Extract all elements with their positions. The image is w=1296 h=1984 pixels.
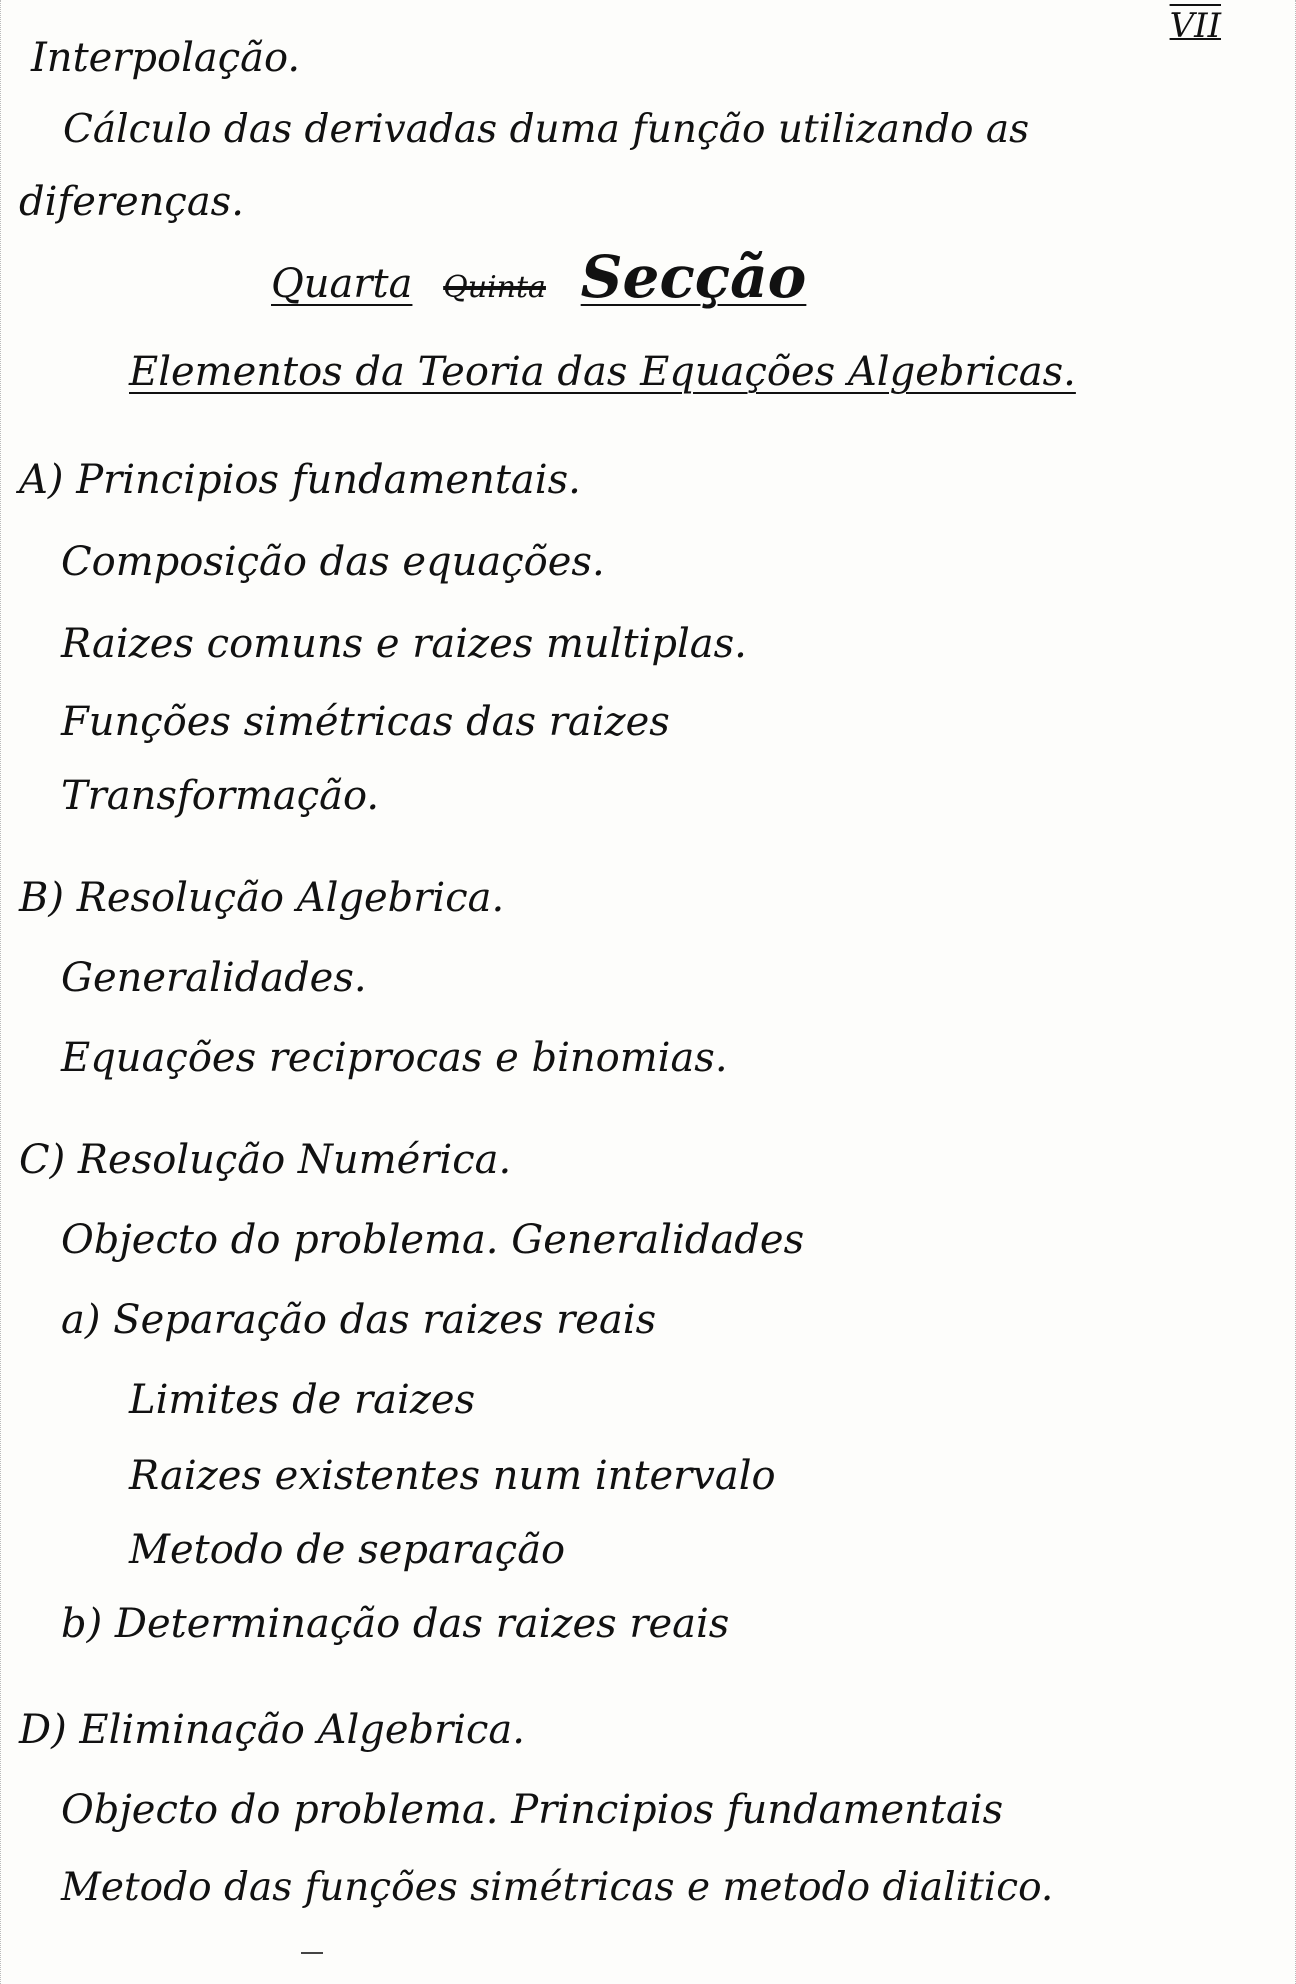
part-a-item-1: Composição das equações.: [61, 539, 605, 585]
page-number: VII: [1169, 6, 1221, 46]
part-c-sub-a-title: a) Separação das raizes reais: [61, 1297, 657, 1343]
part-b-item-2: Equações reciprocas e binomias.: [61, 1035, 728, 1081]
part-d-item-1: Objecto do problema. Principios fundamentais: [61, 1787, 1004, 1833]
part-a-item-4: Transformação.: [61, 773, 380, 819]
part-a-title: A) Principios fundamentais.: [19, 457, 581, 503]
part-c-item-1: Objecto do problema. Generalidades: [61, 1217, 805, 1263]
part-b-item-1: Generalidades.: [61, 955, 367, 1001]
line-calculo-derivadas: Cálculo das derivadas duma função utilizando as: [63, 107, 1030, 152]
bottom-dash-mark: [301, 1952, 323, 1954]
part-b-title: B) Resolução Algebrica.: [19, 875, 505, 921]
part-c-sub-b-title: b) Determinação das raizes reais: [61, 1601, 730, 1647]
line-interpolacao: Interpolação.: [31, 35, 301, 81]
part-c-sub-a-item-1: Limites de raizes: [129, 1377, 476, 1423]
section-struck-word: Quinta: [443, 270, 546, 305]
line-diferencas: diferenças.: [19, 179, 244, 225]
part-c-sub-a-item-3: Metodo de separação: [129, 1527, 566, 1573]
part-d-item-2: Metodo das funções simétricas e metodo dialitico.: [61, 1865, 1054, 1910]
part-c-sub-a-item-2: Raizes existentes num intervalo: [129, 1453, 776, 1499]
section-ordinal: Quarta: [271, 261, 413, 307]
part-d-title: D) Eliminação Algebrica.: [19, 1707, 525, 1753]
section-title: Secção: [580, 243, 807, 311]
part-c-title: C) Resolução Numérica.: [19, 1137, 512, 1183]
part-a-item-2: Raizes comuns e raizes multiplas.: [61, 621, 747, 667]
section-heading-row: [271, 243, 807, 311]
part-a-item-3: Funções simétricas das raizes: [61, 699, 670, 745]
chapter-heading: Elementos da Teoria das Equações Algebricas.: [129, 349, 1076, 395]
